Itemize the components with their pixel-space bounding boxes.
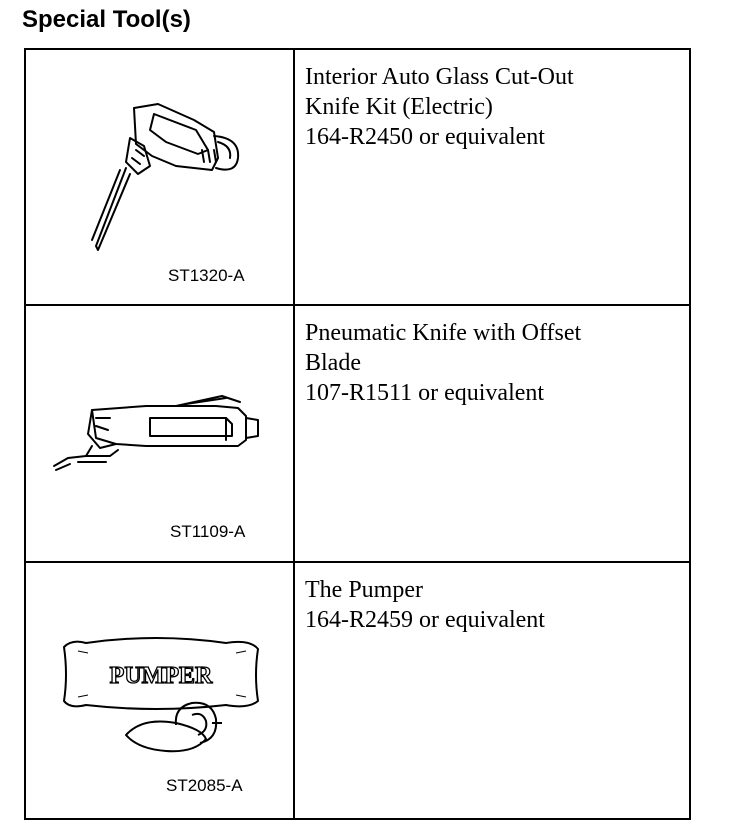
column-divider <box>293 563 295 818</box>
pumper-bag-icon <box>26 563 293 818</box>
pumper-label: PUMPER <box>109 663 213 689</box>
tool-part-number: 164-R2450 or equivalent <box>305 124 545 150</box>
tool-row <box>26 563 689 818</box>
tool-illustration-cell <box>26 306 293 561</box>
tool-name-line: Pneumatic Knife with Offset <box>305 320 582 346</box>
tool-name-line: Interior Auto Glass Cut-Out <box>305 64 574 90</box>
tool-name-line: The Pumper <box>305 577 423 603</box>
pneumatic-offset-knife-icon <box>26 306 293 563</box>
electric-glass-knife-icon <box>26 50 293 306</box>
tool-description <box>305 318 685 408</box>
section-title: Special Tool(s) <box>22 6 191 33</box>
tool-description <box>305 575 685 635</box>
tool-part-number: 164-R2459 or equivalent <box>305 607 545 633</box>
tool-name-line: Knife Kit (Electric) <box>305 94 493 120</box>
tool-row <box>26 50 689 306</box>
tool-description <box>305 62 685 152</box>
column-divider <box>293 306 295 561</box>
tool-illustration-cell <box>26 50 293 304</box>
special-tools-table <box>24 48 691 820</box>
tool-illustration-cell <box>26 563 293 818</box>
tool-row <box>26 306 689 563</box>
column-divider <box>293 50 295 304</box>
tool-name-line: Blade <box>305 350 361 376</box>
figure-code: ST2085-A <box>166 776 243 795</box>
tool-part-number: 107-R1511 or equivalent <box>305 380 545 406</box>
figure-code: ST1109-A <box>170 522 246 541</box>
figure-code: ST1320-A <box>168 266 245 285</box>
